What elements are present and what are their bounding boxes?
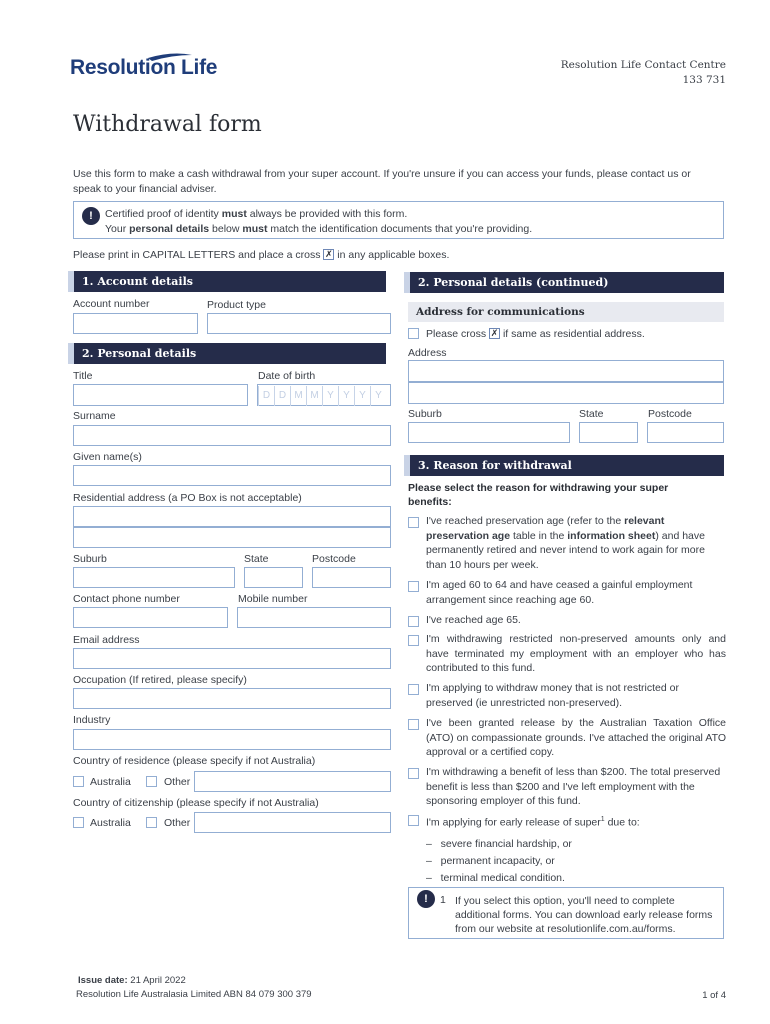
alert-icon: ! xyxy=(82,207,100,225)
section-reason-for-withdrawal: 3. Reason for withdrawal xyxy=(404,455,724,476)
occupation-input[interactable] xyxy=(73,688,391,709)
state-label: State xyxy=(244,553,269,565)
account-number-label: Account number xyxy=(73,298,150,310)
mobile-label: Mobile number xyxy=(238,593,308,605)
citizenship-other-checkbox[interactable] xyxy=(146,817,157,828)
residence-australia-checkbox[interactable] xyxy=(73,776,84,787)
comm-state-input[interactable] xyxy=(579,422,638,443)
state-input[interactable] xyxy=(244,567,303,588)
section-personal-details: 2. Personal details xyxy=(68,343,386,364)
dob-year-1: Y xyxy=(322,386,338,406)
citizenship-other-input[interactable] xyxy=(194,812,391,833)
footnote-box xyxy=(408,887,724,939)
reason-prompt: Please select the reason for withdrawing your super benefits: xyxy=(408,482,669,508)
title-input[interactable] xyxy=(73,384,248,406)
notice-line-1: Certified proof of identity must always be provided with this form. xyxy=(105,208,408,220)
comm-state-label: State xyxy=(579,408,604,420)
reason-4-checkbox[interactable] xyxy=(408,635,419,646)
early-release-bullets xyxy=(426,836,572,887)
reason-8-label: I'm applying for early release of super$^1$ due to: xyxy=(426,816,640,829)
contact-centre: Resolution Life Contact Centre xyxy=(560,59,726,71)
dob-day-2: D xyxy=(274,386,290,406)
dob-month-2: M xyxy=(306,386,322,406)
reason-8-checkbox[interactable] xyxy=(408,815,419,826)
cross-example-icon: ✗ xyxy=(325,249,333,259)
footnote-number: 1 xyxy=(440,894,446,906)
account-number-input[interactable] xyxy=(73,313,198,334)
address-for-communications-heading: Address for communications xyxy=(408,302,724,322)
occupation-label: Occupation (If retired, please specify) xyxy=(73,674,247,686)
comm-suburb-input[interactable] xyxy=(408,422,570,443)
reason-7-checkbox[interactable] xyxy=(408,768,419,779)
residence-other-label: Other xyxy=(164,776,191,788)
section-personal-details-continued: 2. Personal details (continued) xyxy=(404,272,724,293)
section-account-details: 1. Account details xyxy=(68,271,386,292)
bullet-item: – severe financial hardship, or xyxy=(426,838,572,850)
product-type-label: Product type xyxy=(207,299,266,311)
suburb-input[interactable] xyxy=(73,567,235,588)
dob-year-2: Y xyxy=(338,386,354,406)
same-address-label: Please cross ✗ if same as residential address. xyxy=(426,328,645,340)
residential-address-line-1[interactable] xyxy=(73,506,391,527)
comm-postcode-label: Postcode xyxy=(648,408,692,420)
industry-input[interactable] xyxy=(73,729,391,750)
residence-other-input[interactable] xyxy=(194,771,391,792)
industry-label: Industry xyxy=(73,714,111,726)
given-names-input[interactable] xyxy=(73,465,391,486)
dob-label: Date of birth xyxy=(258,370,316,382)
given-names-label: Given name(s) xyxy=(73,451,142,463)
intro-text: Use this form to make a cash withdrawal from your super account. If you're unsure if you can access your funds, please contact us or speak to your financial adviser. xyxy=(73,168,691,195)
dob-year-3: Y xyxy=(354,386,370,406)
reason-2-label: I'm aged 60 to 64 and have ceased a gainful employment arrangement since reaching age 60. xyxy=(426,579,693,606)
reason-5-label: I'm applying to withdraw money that is not restricted or preserved (ie unrestricted non-preserved). xyxy=(426,682,679,709)
reason-5-checkbox[interactable] xyxy=(408,684,419,695)
postcode-label: Postcode xyxy=(312,553,356,565)
product-type-input[interactable] xyxy=(207,313,391,334)
footnote-text: If you select this option, you'll need to complete additional forms. You can download early release forms from our website at resolutionlife.com.au/forms. xyxy=(455,895,713,935)
comm-address-line-2[interactable] xyxy=(408,382,724,404)
comm-postcode-input[interactable] xyxy=(647,422,724,443)
reason-6-label: I've been granted release by the Australian Taxation Office (ATO) on compassionate grounds. I've attached the original ATO approval or a certified copy. xyxy=(426,717,726,758)
identity-notice xyxy=(73,201,724,239)
alert-icon: ! xyxy=(417,890,435,908)
postcode-input[interactable] xyxy=(312,567,391,588)
logo xyxy=(70,52,230,82)
bullet-item: – terminal medical condition. xyxy=(426,872,565,884)
residential-address-line-2[interactable] xyxy=(73,527,391,548)
residence-other-checkbox[interactable] xyxy=(146,776,157,787)
reason-3-label: I've reached age 65. xyxy=(426,614,521,626)
page-number: 1 of 4 xyxy=(702,990,726,1001)
contact-phone: 133 731 xyxy=(682,74,726,86)
residence-label: Country of residence (please specify if not Australia) xyxy=(73,755,316,767)
print-instruction: Please print in CAPITAL LETTERS and place a cross ✗ in any applicable boxes. xyxy=(73,249,450,261)
reason-6-checkbox[interactable] xyxy=(408,719,419,730)
issue-date: Issue date: 21 April 2022 xyxy=(78,975,186,986)
notice-line-2: Your personal details below must match the identification documents that you're providing. xyxy=(105,223,533,235)
comm-address-line-1[interactable] xyxy=(408,360,724,382)
page-title: Withdrawal form xyxy=(73,112,262,137)
contact-phone-input[interactable] xyxy=(73,607,228,628)
bullet-item: – permanent incapacity, or xyxy=(426,855,555,867)
comm-address-label: Address xyxy=(408,347,447,359)
reason-2-checkbox[interactable] xyxy=(408,581,419,592)
mobile-input[interactable] xyxy=(237,607,391,628)
residence-australia-label: Australia xyxy=(90,776,131,788)
email-input[interactable] xyxy=(73,648,391,669)
reason-4-label: I'm withdrawing restricted non-preserved amounts only and have terminated my employment with an employer who has contributed to this fund. xyxy=(426,633,726,674)
reason-3-checkbox[interactable] xyxy=(408,616,419,627)
dob-month-1: M xyxy=(290,386,306,406)
citizenship-other-label: Other xyxy=(164,817,191,829)
cross-example-icon: ✗ xyxy=(490,328,499,338)
contact-phone-label: Contact phone number xyxy=(73,593,180,605)
citizenship-australia-checkbox[interactable] xyxy=(73,817,84,828)
suburb-label: Suburb xyxy=(73,553,107,565)
surname-input[interactable] xyxy=(73,425,391,446)
same-address-checkbox[interactable] xyxy=(408,328,419,339)
company-abn: Resolution Life Australasia Limited ABN 84 079 300 379 xyxy=(76,989,312,1000)
reason-1-checkbox[interactable] xyxy=(408,517,419,528)
citizenship-australia-label: Australia xyxy=(90,817,131,829)
dob-year-4: Y xyxy=(370,386,386,406)
email-label: Email address xyxy=(73,634,140,646)
reason-7-label: I'm withdrawing a benefit of less than $200. The total preserved benefit is less than $200 and I've left employment with the sponsoring employer of this fund. xyxy=(426,766,721,807)
dob-day-1: D xyxy=(258,386,274,406)
citizenship-label: Country of citizenship (please specify if not Australia) xyxy=(73,797,319,809)
logo-text: Resolution Life xyxy=(70,56,218,79)
surname-label: Surname xyxy=(73,410,116,422)
title-label: Title xyxy=(73,370,93,382)
comm-suburb-label: Suburb xyxy=(408,408,442,420)
reason-1-label: I've reached preservation age (refer to the relevant preservation age table in the information sheet) and have permanently retired and never intend to work again for more than 10 hours per week. xyxy=(426,515,705,571)
residential-address-label: Residential address (a PO Box is not acceptable) xyxy=(73,492,302,504)
